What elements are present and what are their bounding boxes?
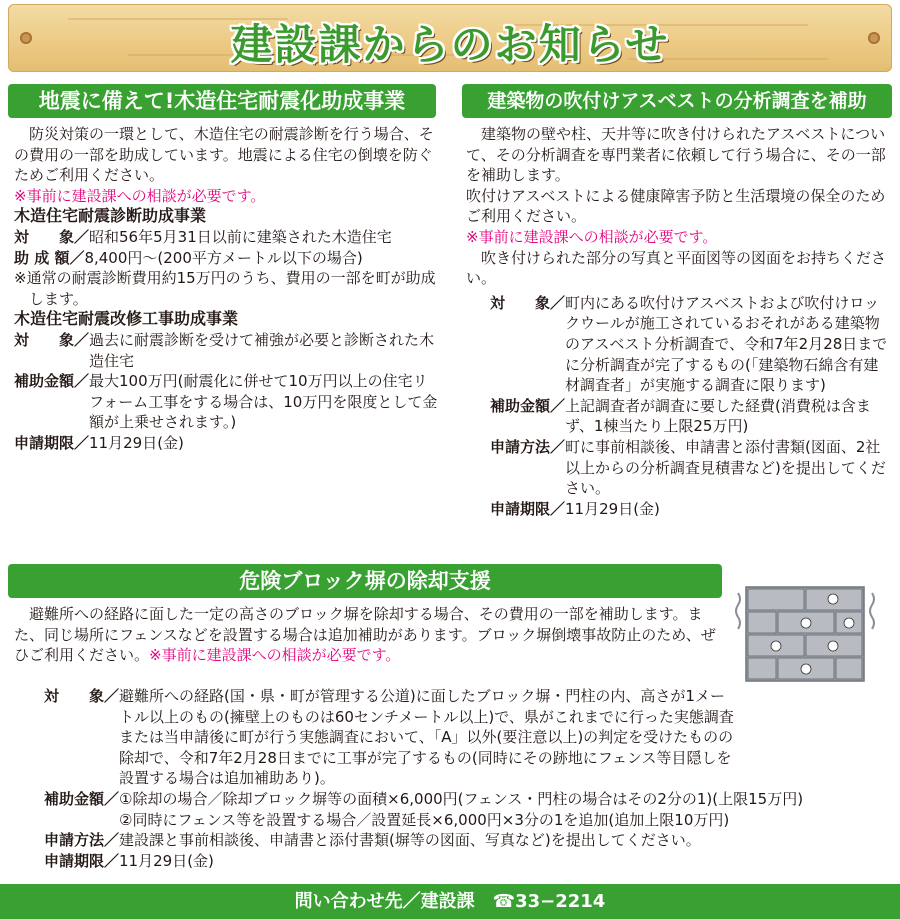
block-section (14, 604, 728, 666)
asbestos-amount-label: 補助金額／ (490, 396, 566, 415)
block-amount-label: 補助金額／ (44, 789, 120, 808)
asbestos-method: 町に事前相談後、申請書と添付書類(図面、2社以上からの分析調査見積書など)を提出してください。 (565, 437, 886, 498)
diag-amount-label: 助 成 額／ (14, 248, 85, 267)
retro-title: 木造住宅耐震改修工事助成事業 (14, 309, 239, 329)
retro-target: 過去に耐震診断を受けて補強が必要と診断された木造住宅 (89, 330, 435, 370)
retro-amount-row (14, 371, 438, 433)
block-amount-row (44, 789, 890, 830)
block-amount-1: ①除却の場合／除却ブロック塀等の面積×6,000円(フェンス・門柱の場合はその2分の1)(上限15万円) (119, 789, 804, 808)
asbestos-photo-note: 吹き付けられた部分の写真と平面図等の図面をお持ちください。 (466, 248, 887, 288)
block-amount-2: ②同時にフェンス等を設置する場合／設置延長×6,000円×3分の1を追加(追加上限10万円) (119, 810, 730, 829)
page-title: 建設課からのお知らせ (230, 20, 670, 69)
block-deadline-label: 申請期限／ (44, 851, 120, 870)
retro-deadline-row (14, 433, 438, 454)
diag-title: 木造住宅耐震診断助成事業 (14, 206, 207, 226)
retro-target-row (14, 330, 438, 371)
block-heading: 危険ブロック塀の除却支援 (8, 564, 722, 598)
quake-intro: 防災対策の一環として、木造住宅の耐震診断を行う場合、その費用の一部を助成しています。地震による住宅の倒壊を防ぐためご利用ください。 (14, 125, 434, 185)
retro-deadline: 11月29日(金) (89, 433, 184, 452)
asbestos-section (466, 124, 888, 519)
asbestos-target: 町内にある吹付けアスベストおよび吹付けロックウールが施工されているおそれがある建築物のアスベスト分析調査で、令和7年2月28日までに分析調査が完了するもの(「建築物石綿含有建材調査者」が実施する調査に限ります) (565, 293, 888, 395)
asbestos-target-row (490, 293, 888, 396)
block-deadline: 11月29日(金) (119, 851, 214, 870)
retro-amount: 最大100万円(耐震化に併せて10万円以上の住宅リフォーム工事をする場合は、10万円を限度として金額が上乗せされます。) (89, 372, 438, 432)
asbestos-amount: 上記調査者が調査に要した経費(消費税は含まず、1棟当たり上限25万円) (565, 396, 871, 436)
asbestos-deadline-label: 申請期限／ (490, 499, 566, 518)
block-details (44, 686, 890, 871)
asbestos-intro2: 吹付けアスベストによる健康障害予防と生活環境の保全のためご利用ください。 (466, 186, 886, 226)
block-deadline-row (44, 851, 890, 872)
quake-notice: ※事前に建設課への相談が必要です。 (14, 186, 266, 205)
diag-amount: 8,400円〜(200平方メートル以下の場合) (84, 248, 363, 267)
asbestos-heading: 建築物の吹付けアスベストの分析調査を補助 (462, 84, 892, 118)
retro-target-label: 対 象／ (14, 330, 90, 349)
block-intro (14, 604, 728, 666)
asbestos-method-label: 申請方法／ (490, 437, 566, 456)
asbestos-intro: 建築物の壁や柱、天井等に吹き付けられたアスベストについて、その分析調査を専門業者に依頼して行う場合に、その一部を補助します。 (466, 125, 886, 185)
asbestos-target-label: 対 象／ (490, 293, 566, 312)
asbestos-method-row (490, 437, 888, 499)
diag-amount-row (14, 248, 438, 269)
diag-target-label: 対 象／ (14, 227, 90, 246)
block-intro-text: 避難所への経路に面した一定の高さのブロック塀を除却する場合、その費用の一部を補助します。また、同じ場所にフェンスなどを設置する場合は追加補助があります。ブロック塀倒壊事故防止のため、ぜひご利用ください。 (14, 605, 716, 665)
asbestos-deadline-row (490, 499, 888, 520)
block-target-label: 対 象／ (44, 687, 120, 705)
block-method: 建設課と事前相談後、申請書と添付書類(塀等の図面、写真など)を提出してください。 (119, 831, 701, 850)
block-target: 避難所への経路(国・県・町が管理する公道)に面したブロック塀・門柱の内、高さが1メートル以上のもの(擁壁上のものは60センチメートル以上)で、県がこれまでに行った実態調査または当申請後に町が行う実態調査において、「A」以外(要注意以上)の判定を受けたものの除却で、令和7年2月28日までに工事が完了するもの(同時にその跡地にフェンス等目隠しを設置する場合は追加補助あり)。 (119, 687, 734, 788)
title-banner (8, 4, 892, 72)
retro-deadline-label: 申請期限／ (14, 433, 90, 452)
contact-footer: 問い合わせ先／建設課 ☎33−2214 (0, 884, 900, 919)
block-method-label: 申請方法／ (44, 831, 120, 850)
quake-section (14, 124, 438, 454)
block-target-row (44, 686, 734, 789)
asbestos-amount-row (490, 396, 888, 437)
block-method-row (44, 830, 890, 851)
retro-amount-label: 補助金額／ (14, 372, 90, 391)
diag-note: ※通常の耐震診断費用約15万円のうち、費用の一部を町が助成します。 (14, 269, 436, 308)
asbestos-notice: ※事前に建設課への相談が必要です。 (466, 227, 718, 246)
block-wall-illustration (734, 583, 876, 685)
diag-target-row (14, 227, 438, 248)
diag-target: 昭和56年5月31日以前に建築された木造住宅 (89, 227, 392, 246)
quake-heading: 地震に備えて!木造住宅耐震化助成事業 (8, 84, 436, 118)
asbestos-deadline: 11月29日(金) (565, 499, 660, 518)
block-notice: ※事前に建設課への相談が必要です。 (149, 646, 401, 665)
